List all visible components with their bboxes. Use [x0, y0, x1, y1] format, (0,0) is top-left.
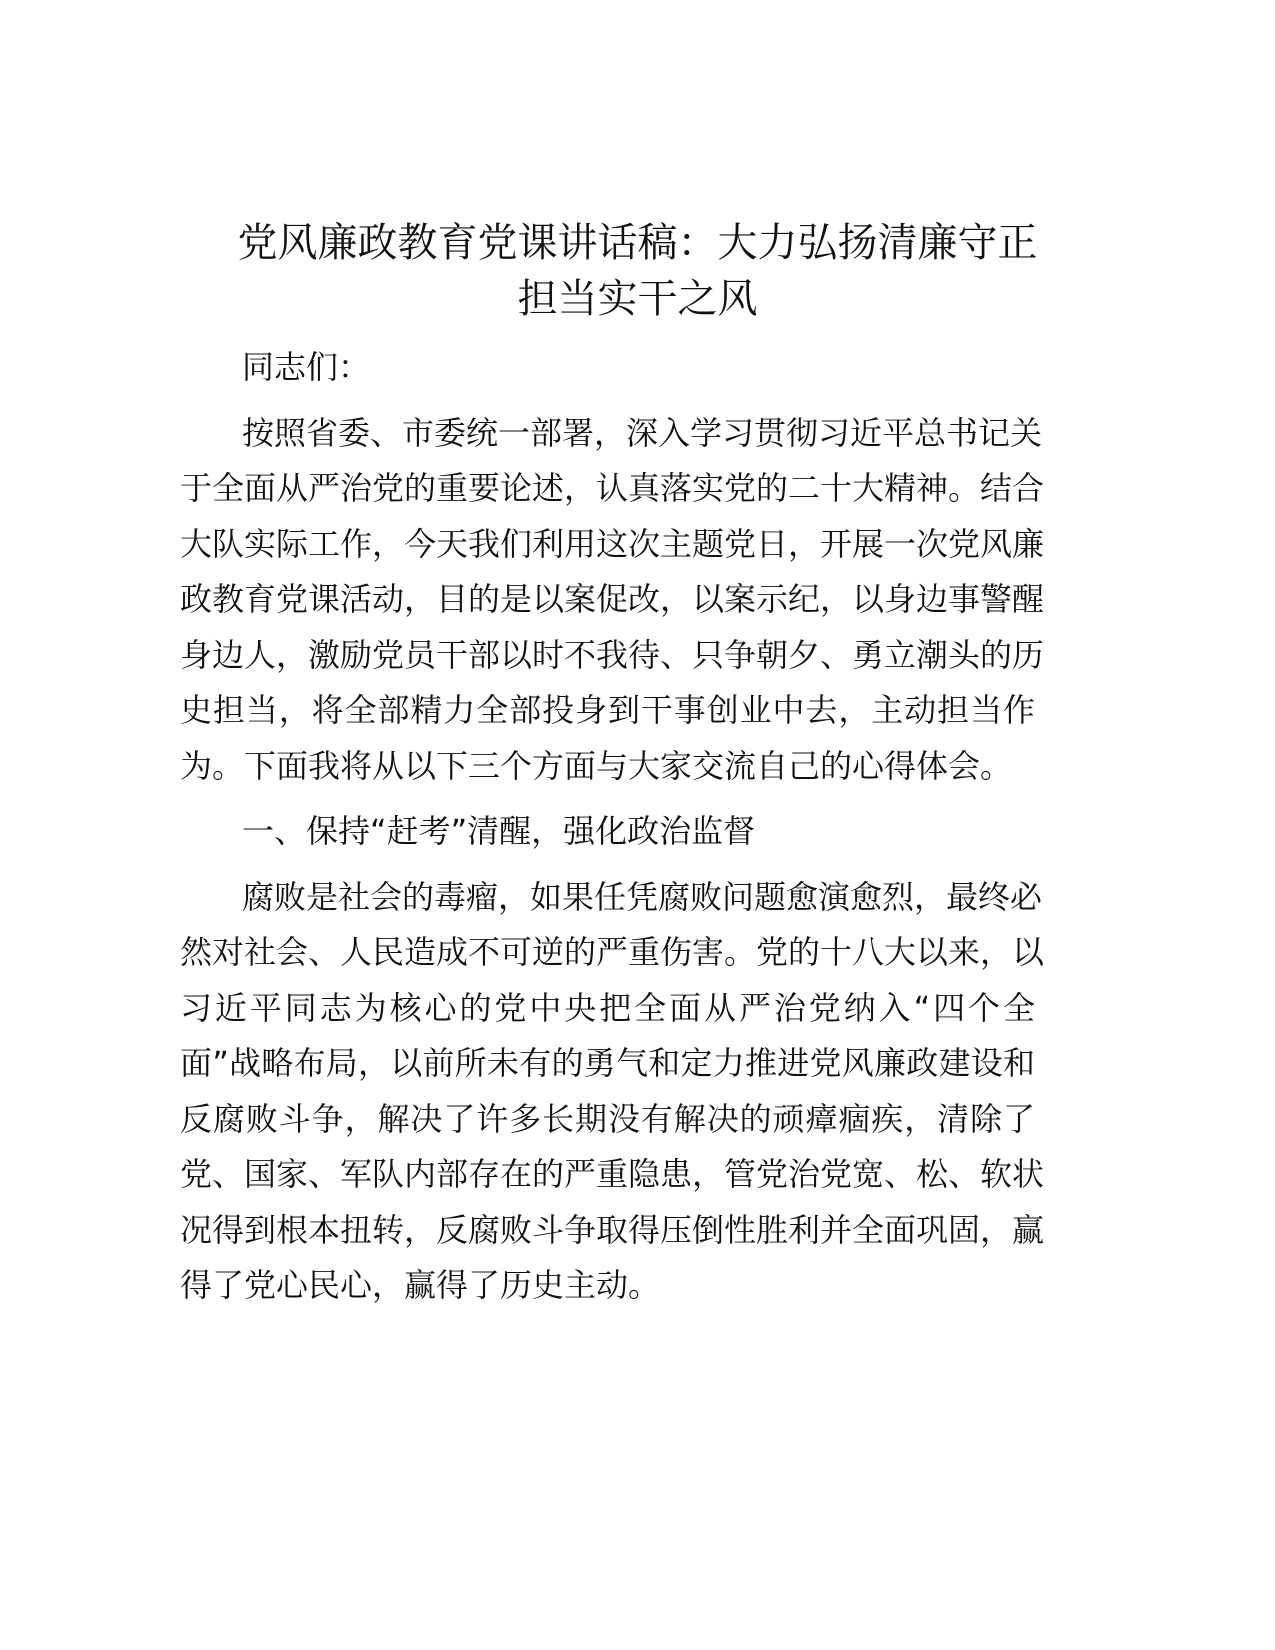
text-line: 史担当，将全部精力全部投身到干事创业中去，主动担当作: [180, 691, 1035, 729]
text-line: 然对社会、人民造成不可逆的严重伤害。党的十八大以来，以: [180, 933, 1045, 971]
text-line: 同志们：: [242, 348, 371, 386]
document-body: [180, 340, 1045, 1324]
heading: [180, 804, 1035, 860]
text-line: 况得到根本扭转，反腐败斗争取得压倒性胜利并全面巩固，赢: [180, 1210, 1045, 1249]
paragraph: [180, 406, 1045, 795]
text-line: 身边人，激励党员干部以时不我待、只争朝夕、勇立潮头的历: [180, 635, 1045, 674]
text-line: 大队实际工作，今天我们利用这次主题党日，开展一次党风廉: [180, 524, 1045, 563]
salutation: [180, 340, 1035, 396]
text-line: 政教育党课活动，目的是以案促改，以案示纪，以身边事警醒: [180, 580, 1045, 618]
text-line: 党、国家、军队内部存在的严重隐患，管党治党宽、松、软状: [180, 1155, 1045, 1193]
paragraph: [180, 870, 1045, 1314]
text-line: 反腐败斗争，解决了许多长期没有解决的顽瘴痼疾，清除了: [180, 1099, 1035, 1138]
text-line: 于全面从严治党的重要论述，认真落实党的二十大精神。结合: [180, 469, 1045, 507]
text-line: 面”战略布局，以前所未有的勇气和定力推进党风廉政建设和: [180, 1044, 1035, 1082]
text-line: 为。下面我将从以下三个方面与大家交流自己的心得体会。: [180, 746, 1013, 785]
text-line: 习近平同志为核心的党中央把全面从严治党纳入“四个全: [180, 988, 1035, 1027]
text-line: 腐败是社会的毒瘤，如果任凭腐败问题愈演愈烈，最终必: [242, 877, 1043, 916]
text-line: 一、保持“赶考”清醒，强化政治监督: [242, 812, 756, 850]
text-line: 按照省委、市委统一部署，深入学习贯彻习近平总书记关: [242, 413, 1043, 452]
document-title: [150, 215, 1125, 327]
text-line: 得了党心民心，赢得了历史主动。: [180, 1266, 661, 1304]
title-line: 党风廉政教育党课讲话稿：大力弘扬清廉守正: [237, 220, 1038, 266]
title-line: 担当实干之风: [517, 276, 758, 322]
